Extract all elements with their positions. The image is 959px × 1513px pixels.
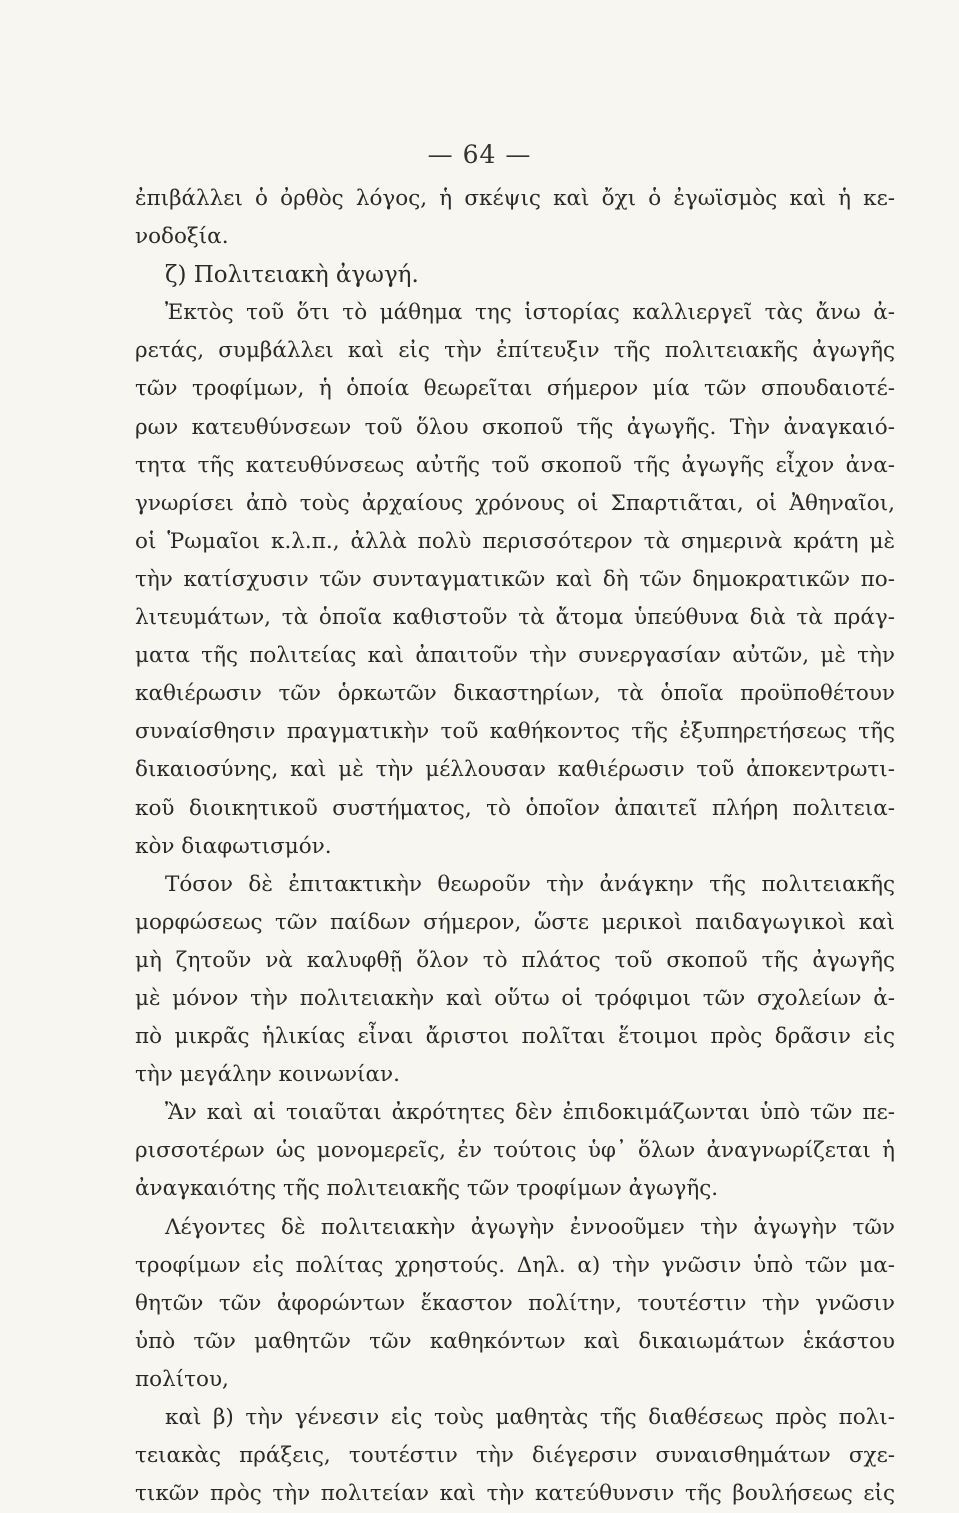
text-line: τὴν μεγάλην κοινωνίαν. xyxy=(135,1062,400,1088)
text-line: Ἂν καὶ αἱ τοιαῦται ἀκρότητες δὲν ἐπιδοκιμάζωνται ὑπὸ τῶν πε- xyxy=(165,1100,895,1126)
text-line: Τόσον δὲ ἐπιτακτικὴν θεωροῦν τὴν ἀνάγκην τῆς πολιτειακῆς xyxy=(165,871,895,897)
text-line: θητῶν τῶν ἀφορώντων ἕκαστον πολίτην, τουτέστιν τὴν γνῶσιν xyxy=(135,1290,895,1316)
text-line: τειακὰς πράξεις, τουτέστιν τὴν διέγερσιν συναισθημάτων σχε- xyxy=(135,1443,895,1469)
text-line: συναίσθησιν πραγματικὴν τοῦ καθήκοντος τῆς ἐξυπηρετήσεως τῆς xyxy=(135,719,895,745)
text-line: γνωρίσει ἀπὸ τοὺς ἀρχαίους χρόνους οἱ Σπαρτιᾶται, οἱ Ἀθηναῖοι, xyxy=(135,490,895,516)
text-line: κοῦ διοικητικοῦ συστήματος, τὸ ὁποῖον ἀπαιτεῖ πλήρη πολιτεια- xyxy=(135,795,895,821)
text-line: ματα τῆς πολιτείας καὶ ἀπαιτοῦν τὴν συνεργασίαν αὐτῶν, μὲ τὴν xyxy=(135,643,895,669)
text-line: Ἐκτὸς τοῦ ὅτι τὸ μάθημα της ἱστορίας καλλιεργεῖ τὰς ἄνω ἀ- xyxy=(165,300,895,326)
text-line: τικῶν πρὸς τὴν πολιτείαν καὶ τὴν κατεύθυνσιν τῆς βουλήσεως εἰς xyxy=(135,1481,895,1507)
text-line: μὲ μόνον τὴν πολιτειακὴν καὶ οὕτω οἱ τρόφιμοι τῶν σχολείων ἀ- xyxy=(135,985,895,1011)
text-line: καὶ β) τὴν γένεσιν εἰς τοὺς μαθητὰς τῆς διαθέσεως πρὸς πολι- xyxy=(165,1405,895,1430)
text-line: καθιέρωσιν τῶν ὁρκωτῶν δικαστηρίων, τὰ ὁποῖα προϋποθέτουν xyxy=(135,681,895,707)
text-line: μὴ ζητοῦν νὰ καλυφθῇ ὅλον τὸ πλάτος τοῦ σκοποῦ τῆς ἀγωγῆς xyxy=(135,947,895,973)
text-line: τητα τῆς κατευθύνσεως αὐτῆς τοῦ σκοποῦ τῆς ἀγωγῆς εἶχον ἀνα- xyxy=(135,452,895,478)
text-line: νοδοξία. xyxy=(135,224,229,250)
page-number: — 64 — xyxy=(427,140,532,169)
text-line: ἐπιβάλλει ὁ ὀρθὸς λόγος, ἡ σκέψις καὶ ὄχι ὁ ἐγωϊσμὸς καὶ ἡ κε- xyxy=(135,186,895,211)
text-line: πολίτου, xyxy=(135,1366,229,1392)
text-line: τροφίμων εἰς πολίτας χρηστούς. Δηλ. α) τὴν γνῶσιν ὑπὸ τῶν μα- xyxy=(135,1252,895,1278)
text-line: δικαιοσύνης, καὶ μὲ τὴν μέλλουσαν καθιέρωσιν τοῦ ἀποκεντρωτι- xyxy=(135,757,895,783)
text-line: κὸν διαφωτισμόν. xyxy=(135,833,332,859)
text-line: μορφώσεως τῶν παίδων σήμερον, ὥστε μερικοὶ παιδαγωγικοὶ καὶ xyxy=(135,909,895,935)
text-line: τὴν κατίσχυσιν τῶν συνταγματικῶν καὶ δὴ τῶν δημοκρατικῶν πο- xyxy=(135,566,895,592)
text-line: ρετάς, συμβάλλει καὶ εἰς τὴν ἐπίτευξιν τῆς πολιτειακῆς ἀγωγῆς xyxy=(135,338,895,364)
text-line: ρισσοτέρων ὡς μονομερεῖς, ἐν τούτοις ὑφ᾽ ὅλων ἀναγνωρίζεται ἡ xyxy=(135,1138,895,1164)
text-line: ἀναγκαιότης τῆς πολιτειακῆς τῶν τροφίμων ἀγωγῆς. xyxy=(135,1176,719,1202)
text-line: Λέγοντες δὲ πολιτειακὴν ἀγωγὴν ἐννοοῦμεν τὴν ἀγωγὴν τῶν xyxy=(165,1214,895,1240)
text-line: λιτευμάτων, τὰ ὁποῖα καθιστοῦν τὰ ἄτομα ὑπεύθυνα διὰ τὰ πράγ- xyxy=(135,605,895,631)
text-line: οἱ Ῥωμαῖοι κ.λ.π., ἀλλὰ πολὺ περισσότερον τὰ σημερινὰ κράτη μὲ xyxy=(135,528,895,554)
text-line: ρων κατευθύνσεων τοῦ ὅλου σκοποῦ τῆς ἀγωγῆς. Τὴν ἀναγκαιό- xyxy=(135,414,895,440)
text-line: πὸ μικρᾶς ἡλικίας εἶναι ἄριστοι πολῖται ἕτοιμοι πρὸς δρᾶσιν εἰς xyxy=(135,1024,895,1050)
text-line: τῶν τροφίμων, ἡ ὁποία θεωρεῖται σήμερον μία τῶν σπουδαιοτέ- xyxy=(135,376,895,402)
body-text xyxy=(135,180,895,1513)
text-line: ὑπὸ τῶν μαθητῶν τῶν καθηκόντων καὶ δικαιωμάτων ἑκάστου xyxy=(135,1328,895,1354)
section-heading: ζ) Πολιτειακὴ ἀγωγή. xyxy=(165,262,419,289)
